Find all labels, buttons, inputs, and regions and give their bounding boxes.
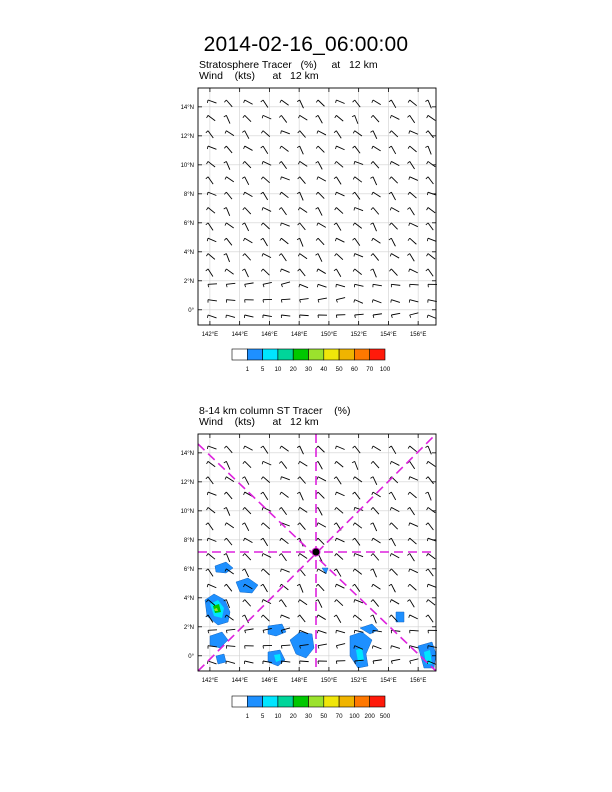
colorbar-label: 5	[260, 366, 265, 373]
lat-tick-label: 8°N	[183, 537, 194, 544]
lon-tick-label: 152°E	[350, 332, 367, 338]
lat-tick-label: 2°N	[183, 278, 194, 285]
storm-center-marker	[312, 548, 320, 556]
colorbar-swatch	[232, 696, 247, 707]
main-title: 2014-02-16_06:00:00	[203, 33, 409, 56]
colorbar-swatch	[309, 349, 324, 360]
panel2-map	[181, 434, 437, 684]
colorbar-label: 1	[245, 713, 250, 720]
colorbar-swatch	[324, 349, 339, 360]
lon-tick-label: 148°E	[290, 678, 308, 684]
colorbar-label: 30	[305, 366, 312, 373]
colorbar-swatch	[278, 349, 293, 360]
wind-barb-flag	[207, 315, 208, 318]
map-background	[198, 88, 436, 325]
lon-tick-label: 150°E	[320, 678, 338, 684]
lat-tick-label: 12°N	[180, 479, 194, 486]
lon-tick-label: 146°E	[261, 332, 278, 338]
colorbar-label: 50	[335, 366, 343, 373]
lon-tick-label: 142°E	[201, 678, 219, 684]
colorbar-label: 10	[274, 366, 282, 373]
panel2-title-line1: 8-14 km column ST Tracer (%)	[199, 405, 351, 417]
tracer-contour	[396, 612, 404, 622]
lat-tick-label: 4°N	[183, 249, 194, 256]
panel2-title-line2: Wind (kts) at 12 km	[199, 416, 319, 428]
panel2-colorbar	[232, 696, 391, 720]
colorbar-label: 40	[320, 366, 328, 373]
colorbar-swatch	[309, 696, 324, 707]
lon-tick-label: 144°E	[231, 332, 248, 338]
lat-tick-label: 14°N	[180, 450, 194, 457]
wind-barb-flag	[336, 661, 337, 664]
colorbar-swatch	[232, 349, 247, 360]
wind-barb-flag	[391, 646, 392, 649]
colorbar-label: 1	[245, 366, 250, 373]
lat-tick-label: 12°N	[180, 133, 194, 140]
lon-tick-label: 156°E	[409, 678, 427, 684]
colorbar-swatch	[339, 696, 354, 707]
wind-barb-flag	[336, 315, 337, 318]
colorbar-label: 70	[335, 713, 343, 720]
lat-tick-label: 0°	[188, 307, 194, 314]
wind-barb-flag	[317, 630, 318, 633]
panel1-title-line2: Wind (kts) at 12 km	[199, 70, 319, 82]
tracer-contour	[216, 654, 226, 664]
lat-tick-label: 4°N	[183, 595, 194, 602]
colorbar-label: 10	[274, 713, 282, 720]
lat-tick-label: 0°	[188, 653, 194, 660]
wind-barb-flag	[207, 661, 208, 664]
wind-barb-flag	[391, 300, 392, 303]
colorbar-swatch	[354, 349, 369, 360]
wind-barb	[410, 630, 419, 631]
wind-barb	[281, 645, 290, 646]
lat-tick-label: 2°N	[183, 624, 194, 631]
colorbar-label: 70	[366, 366, 374, 373]
colorbar-swatch	[247, 696, 262, 707]
lat-tick-label: 14°N	[180, 104, 194, 111]
panel1-map	[181, 88, 437, 338]
colorbar-label: 200	[364, 713, 375, 720]
colorbar-swatch	[354, 696, 369, 707]
panel1-title-line1: Stratosphere Tracer (%) at 12 km	[199, 59, 378, 71]
lat-tick-label: 8°N	[183, 191, 194, 198]
colorbar-label: 100	[379, 366, 391, 373]
colorbar-label: 50	[320, 713, 328, 720]
colorbar-label: 60	[350, 366, 358, 373]
wind-barb	[300, 315, 309, 316]
colorbar-swatch	[263, 696, 278, 707]
lon-tick-label: 150°E	[320, 332, 338, 338]
wind-barb-flag	[208, 284, 209, 287]
colorbar-swatch	[247, 349, 262, 360]
wind-barb-flag	[208, 630, 209, 633]
colorbar-swatch	[278, 696, 293, 707]
panel1-colorbar	[232, 349, 391, 373]
lon-tick-label: 142°E	[201, 332, 219, 338]
colorbar-label: 100	[349, 713, 360, 720]
lat-tick-label: 6°N	[183, 566, 194, 573]
wind-barb	[281, 299, 290, 300]
wind-barb	[300, 661, 309, 662]
lon-tick-label: 148°E	[290, 332, 308, 338]
lon-tick-label: 154°E	[380, 332, 397, 338]
wind-barb	[410, 284, 419, 285]
colorbar-label: 20	[289, 713, 297, 720]
lon-tick-label: 144°E	[231, 678, 248, 684]
colorbar-swatch	[293, 349, 308, 360]
lon-tick-label: 152°E	[350, 678, 367, 684]
colorbar-label: 30	[305, 713, 312, 720]
colorbar-label: 500	[379, 713, 391, 720]
colorbar-label: 5	[260, 713, 265, 720]
lat-tick-label: 10°N	[180, 508, 194, 515]
colorbar-swatch	[370, 696, 385, 707]
lon-tick-label: 146°E	[261, 678, 278, 684]
lat-tick-label: 10°N	[180, 162, 194, 169]
colorbar-swatch	[263, 349, 278, 360]
colorbar-swatch	[339, 349, 354, 360]
lon-tick-label: 156°E	[409, 332, 427, 338]
wind-barb-flag	[317, 284, 318, 287]
lat-tick-label: 6°N	[183, 220, 194, 227]
colorbar-swatch	[370, 349, 385, 360]
colorbar-swatch	[324, 696, 339, 707]
lon-tick-label: 154°E	[380, 678, 397, 684]
colorbar-label: 20	[289, 366, 297, 373]
colorbar-swatch	[293, 696, 308, 707]
